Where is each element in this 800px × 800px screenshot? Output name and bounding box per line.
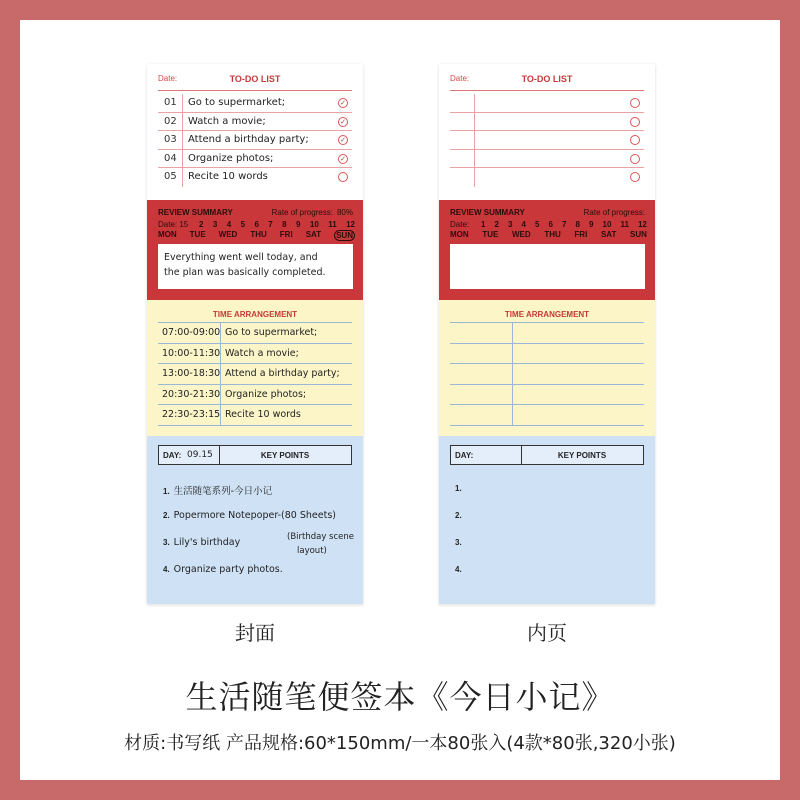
month-number: 10 [602,220,612,229]
month-number: 12 [346,220,355,229]
todo-text: Organize photos; [188,152,274,164]
white-frame [20,20,780,780]
circle-icon [630,154,640,164]
keypoint-num: 2. [455,511,462,520]
keypoint-item [163,564,283,575]
review-textbox [158,244,353,289]
month-number: 2 [199,220,204,229]
weekday: FRI [279,230,293,239]
keypoint-num: 4. [455,565,462,574]
product-spec: 材质:书写纸 产品规格:60*150mm/一本80张入(4款*80张,320小张) [124,733,676,754]
keypoint-item [455,483,466,494]
weekday: THU [544,230,561,239]
todo-section [147,64,363,197]
divider [220,385,221,405]
weekday: THU [250,230,267,239]
rate-label: Rate of progress: [271,208,333,217]
circle-icon [630,172,640,182]
month-number: 7 [268,220,273,229]
time-section [147,300,363,436]
time-row [158,364,352,385]
cover-caption: 封面 [235,621,275,645]
month-number: 5 [535,220,540,229]
todo-text: Watch a movie; [188,115,266,127]
time-activity: Organize photos; [225,388,307,400]
keypoints-title: KEY POINTS [260,451,310,460]
time-row [450,323,644,344]
divider [512,385,513,405]
time-row [158,385,352,406]
inner-notepad [439,64,655,604]
month-number: 4 [226,220,232,229]
divider [474,168,475,187]
time-row [158,344,352,365]
weekday: SAT [600,230,617,239]
weekday: SUN [336,231,353,240]
check-icon: ✓ [338,117,348,127]
todo-text: Go to supermarket; [188,97,286,108]
time-title: TIME ARRANGEMENT [504,310,590,319]
keypoint-text: Popermore Notepoper-(80 Sheets) [173,510,336,521]
circle-icon [630,135,640,145]
time-activity: Go to supermarket; [225,327,318,338]
month-number: 9 [296,220,301,229]
time-activity: Attend a birthday party; [225,368,340,380]
note-line: layout) [297,546,327,556]
todo-row [450,94,644,113]
day-label: DAY: [455,451,474,460]
divider [220,323,221,343]
weekday: FRI [574,230,588,239]
rate-value: 80% [336,208,353,217]
time-title: TIME ARRANGEMENT [212,310,298,319]
circle-icon [338,172,348,182]
month-number: 3 [508,220,513,229]
todo-date-label: Date: [158,74,178,83]
time-row [450,344,644,365]
month-number: 2 [494,220,499,229]
todo-num: 04 [164,152,177,164]
keypoint-num: 3. [455,538,462,547]
rate-label: Rate of progress: [583,208,645,217]
review-dateline [450,220,469,229]
todo-row [450,168,644,187]
keypoints-title: KEY POINTS [557,451,607,460]
keypoints-section [147,436,363,604]
todo-section [439,64,655,197]
todo-title: TO-DO LIST [521,74,573,84]
todo-row [450,131,644,150]
divider [182,131,183,149]
todo-row [158,150,352,169]
product-title: 生活随笔便签本《今日小记》 [185,678,615,716]
keypoints-header [158,445,352,465]
review-title: REVIEW SUMMARY [450,208,525,217]
weekday: SAT [305,230,322,239]
todo-num: 05 [164,171,177,183]
keypoint-item [455,537,466,548]
time-slot: 22:30-23:15 [162,409,221,421]
time-slot: 07:00-09:00 [162,327,221,338]
divider [220,344,221,364]
divider [474,94,475,112]
month-number: 3 [212,220,218,229]
keypoint-num: 1. [163,487,170,496]
progress-rate [268,208,353,217]
circle-icon [630,117,640,127]
month-number: 9 [589,220,594,229]
month-number: 1 [481,220,486,229]
weekday: TUE [482,230,499,239]
weekdays [158,230,355,241]
keypoint-item [163,483,272,497]
divider [512,405,513,425]
keypoint-item [455,510,466,521]
todo-text: Attend a birthday party; [188,134,309,146]
divider [158,90,352,91]
note-line: (Birthday scene [287,532,355,542]
time-row [158,405,352,426]
keypoint-text: Organize party photos. [173,564,283,575]
weekday: MON [450,230,469,239]
month-number: 6 [254,220,259,229]
divider [474,113,475,131]
check-icon: ✓ [338,154,348,164]
time-slot: 10:00-11:30 [162,347,221,359]
check-icon: ✓ [338,135,348,145]
review-date-label: Date: 15 [158,220,189,229]
month-number: 4 [521,220,526,229]
todo-title: TO-DO LIST [229,74,281,84]
keypoint-text: Lily's birthday [173,537,241,548]
review-section [439,200,655,300]
keypoint-num: 2. [163,511,170,520]
month-numbers [199,220,355,229]
month-number: 6 [548,220,553,229]
month-number: 11 [620,220,629,229]
weekday: MON [158,230,177,239]
month-number: 7 [562,220,567,229]
divider [182,150,183,168]
keypoint-item [455,564,466,575]
day-label: DAY: [163,451,182,460]
keypoint-num: 1. [455,484,462,493]
check-icon: ✓ [338,98,348,108]
todo-num: 03 [164,134,177,146]
divider [220,364,221,384]
todo-row [450,150,644,169]
review-title: REVIEW SUMMARY [158,208,233,217]
keypoint-num: 4. [163,565,170,574]
time-slot: 13:00-18:30 [162,368,221,380]
divider [182,113,183,131]
circle-icon [630,98,640,108]
todo-row [158,131,352,150]
divider [512,364,513,384]
weekday: SUN [630,230,647,239]
time-slot: 20:30-21:30 [162,388,221,400]
keypoint-num: 3. [163,538,170,547]
todo-row [450,113,644,132]
todo-row [158,94,352,113]
weekdays [450,230,647,239]
weekday: WED [218,230,238,239]
review-section [147,200,363,300]
divider [220,405,221,425]
keypoint-item [163,510,336,521]
divider [182,168,183,187]
divider [512,344,513,364]
todo-date-label: Date: [450,74,470,83]
review-text-line: Everything went well today, and [164,252,318,263]
keypoints-section [439,436,655,604]
time-activity: Recite 10 words [225,409,301,421]
time-activity: Watch a movie; [225,347,299,359]
time-section [439,300,655,436]
time-row [450,405,644,426]
month-number: 8 [575,220,580,229]
weekday: WED [511,230,531,239]
month-number: 11 [328,220,337,229]
inner-caption: 内页 [527,621,567,645]
cover-notepad [147,64,363,604]
todo-text: Recite 10 words [188,171,268,183]
month-number: 5 [240,220,246,229]
keypoint-text: 生活随笔系列-今日小记 [173,486,273,497]
todo-row [158,113,352,132]
review-date-label: Date: [450,220,470,229]
time-row [450,364,644,385]
keypoint-item [163,537,240,548]
divider [182,94,183,112]
month-number: 10 [309,220,319,229]
todo-num: 02 [164,115,177,127]
keypoints-header [450,445,644,465]
review-text-line: the plan was basically completed. [164,267,326,278]
divider [474,150,475,168]
progress-rate [580,208,645,217]
review-dateline [158,220,188,229]
divider [512,323,513,343]
keypoint-note [287,530,354,558]
month-numbers [481,220,647,229]
time-row [158,323,352,344]
month-number: 12 [637,220,647,229]
day-value: 09.15 [187,450,213,460]
review-textbox [450,244,645,289]
time-row [450,385,644,406]
todo-row [158,168,352,187]
todo-num: 01 [164,97,177,108]
month-number: 8 [282,220,287,229]
weekday: TUE [189,230,206,239]
divider [474,131,475,149]
divider [450,90,644,91]
